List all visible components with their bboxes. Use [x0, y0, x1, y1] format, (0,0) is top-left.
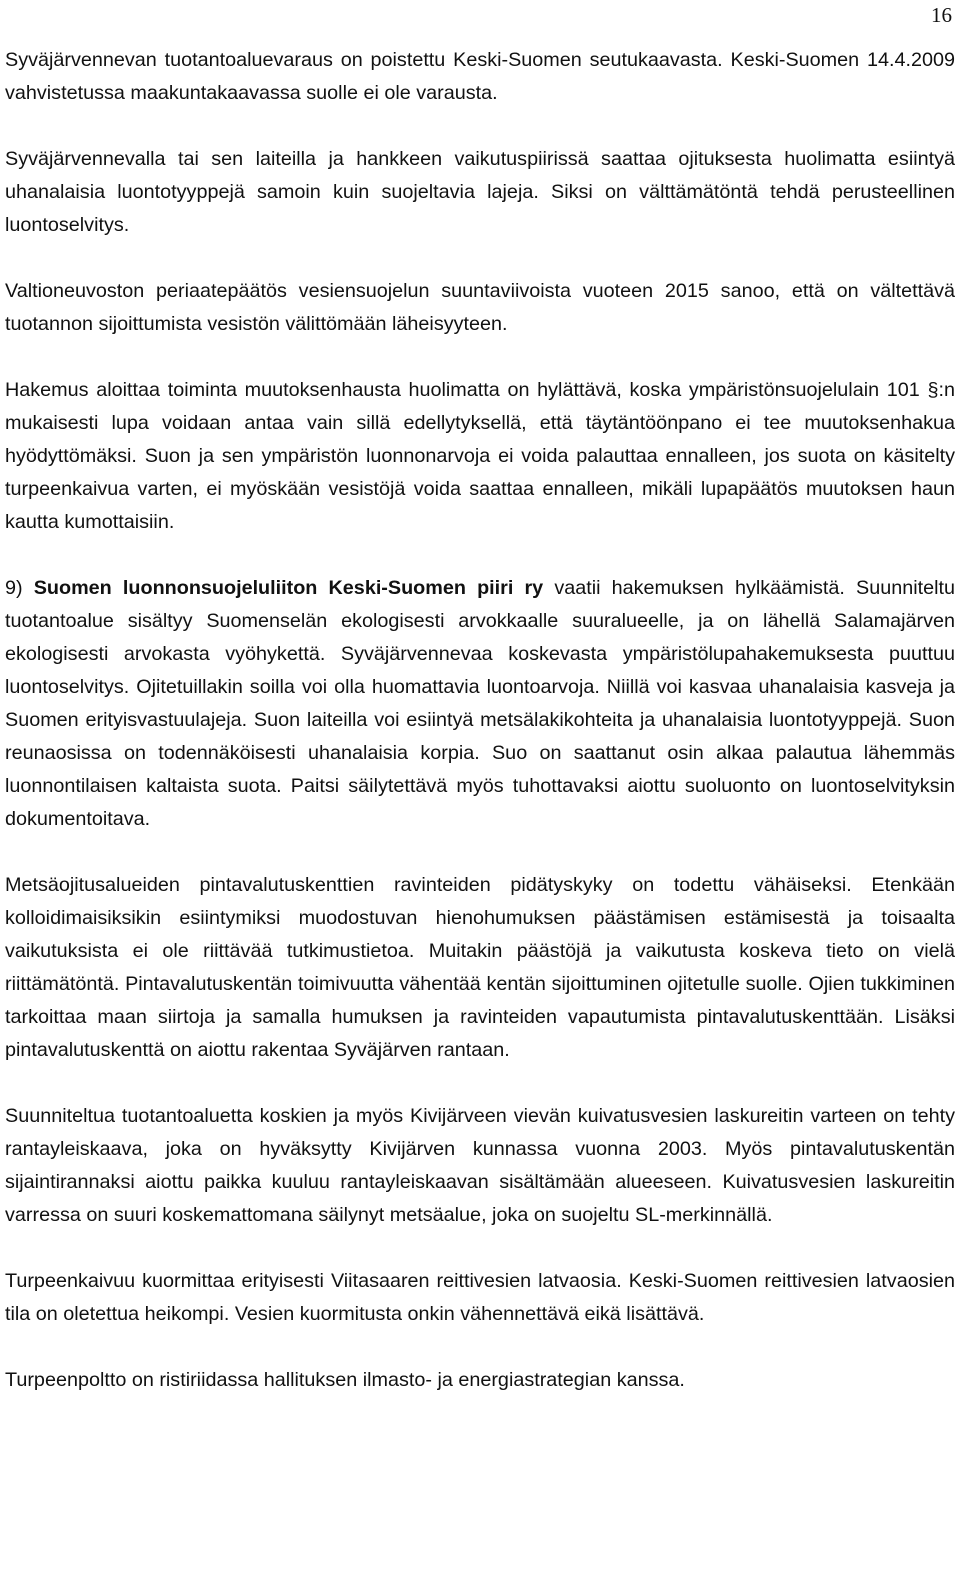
- paragraph-4: [5, 374, 955, 539]
- paragraph-text: Valtioneuvoston periaatepäätös vesiensuojelun suuntaviivoista vuoteen 2015 sanoo, että on vältettävä tuotannon sijoittumista vesistön välittömään läheisyyteen.: [5, 280, 955, 335]
- paragraph-5: [5, 572, 955, 836]
- paragraph-text: Suunniteltua tuotantoaluetta koskien ja myös Kivijärveen vievän kuivatusvesien laskureitin varteen on tehty rantayleiskaava, joka on hyväksytty Kivijärven kunnassa vuonna 2003. Myös pintavalutuskentän sijaintirannaksi aiottu paikka kuuluu rantayleiskaavan sisältämään alueeseen. Kuivatusvesien laskureitin varressa on suuri koskemattomana säilynyt metsäalue, joka on suojeltu SL-merkinnällä.: [5, 1105, 955, 1226]
- paragraph-7: [5, 1100, 955, 1232]
- paragraph-text: vaatii hakemuksen hylkäämistä. Suunniteltu tuotantoalue sisältyy Suomenselän ekologisesti arvokkaalle suuralueelle, ja on lähellä Salamajärven ekologisesti arvokasta vyöhykettä. Syväjärvennevaa koskevasta ympäristölupahakemuksesta puuttuu luontoselvitys. Ojitetuillakin soilla voi olla huomattavia luontoarvoja. Niillä voi kasvaa uhanalaisia kasveja ja Suomen erityisvastuulajeja. Suon laiteilla voi esiintyä metsälakikohteita ja uhanalaisia luontotyyppejä. Suon reunaosissa on todennäköisesti uhanalaisia korpia. Suo on saattanut osin alkaa palautua lähemmäs luonnontilaisen kaltaista suota. Paitsi säilytettävä myös tuhottavaksi aiottu suoluonto on luontoselvityksin dokumentoitava.: [5, 577, 955, 830]
- paragraph-9: [5, 1364, 955, 1397]
- paragraph-8: [5, 1265, 955, 1331]
- paragraph-text: Syväjärvennevan tuotantoaluevaraus on poistettu Keski-Suomen seutukaavasta. Keski-Suomen 14.4.2009 vahvistetussa maakuntakaavassa suolle ei ole varausta.: [5, 49, 955, 104]
- paragraph-prefix: 9): [5, 577, 34, 599]
- paragraph-1: [5, 0, 955, 110]
- organization-name: Suomen luonnonsuojeluliiton Keski-Suomen piiri ry: [33, 577, 544, 599]
- paragraph-text: Turpeenpoltto on ristiriidassa hallituksen ilmasto- ja energiastrategian kanssa.: [5, 1369, 685, 1391]
- paragraph-6: [5, 869, 955, 1067]
- paragraph-text: Syväjärvennevalla tai sen laiteilla ja hankkeen vaikutuspiirissä saattaa ojituksesta huolimatta esiintyä uhanalaisia luontotyyppejä samoin kuin suojeltavia lajeja. Siksi on välttämätöntä tehdä perusteellinen luontoselvitys.: [5, 148, 955, 236]
- page-number: 16: [931, 3, 952, 27]
- paragraph-2: [5, 143, 955, 242]
- paragraph-text: Turpeenkaivuu kuormittaa erityisesti Viitasaaren reittivesien latvaosia. Keski-Suomen reittivesien latvaosien tila on oletettua heikompi. Vesien kuormitusta onkin vähennettävä eikä lisättävä.: [5, 1270, 955, 1325]
- paragraph-3: [5, 275, 955, 341]
- paragraph-text: Hakemus aloittaa toiminta muutoksenhausta huolimatta on hylättävä, koska ympäristönsuojelulain 101 §:n mukaisesti lupa voidaan antaa vain sillä edellytyksellä, että täytäntöönpano ei tee muutoksenhakua hyödyttömäksi. Suon ja sen ympäristön luonnonarvoja ei voida palauttaa ennalleen, jos suota on käsitelty turpeenkaivua varten, ei myöskään vesistöjä voida saattaa ennalleen, mikäli lupapäätös muutoksen haun kautta kumottaisiin.: [5, 379, 955, 533]
- paragraph-text: Metsäojitusalueiden pintavalutuskenttien ravinteiden pidätyskyky on todettu vähäiseksi. Etenkään kolloidimaisiksikin esiintymiksi muodostuvan hienohumuksen päästämisen estämisestä ja toisaalta vaikutuksista ei ole riittävää tutkimustietoa. Muitakin päästöjä ja vaikutusta koskeva tieto on vielä riittämätöntä. Pintavalutuskentän toimivuutta vähentää kentän sijoittuminen ojitetulle suolle. Ojien tukkiminen tarkoittaa maan siirtoja ja samalla humuksen ja ravinteiden vapautumista pintavalutuskenttään. Lisäksi pintavalutuskenttä on aiottu rakentaa Syväjärven rantaan.: [5, 874, 955, 1061]
